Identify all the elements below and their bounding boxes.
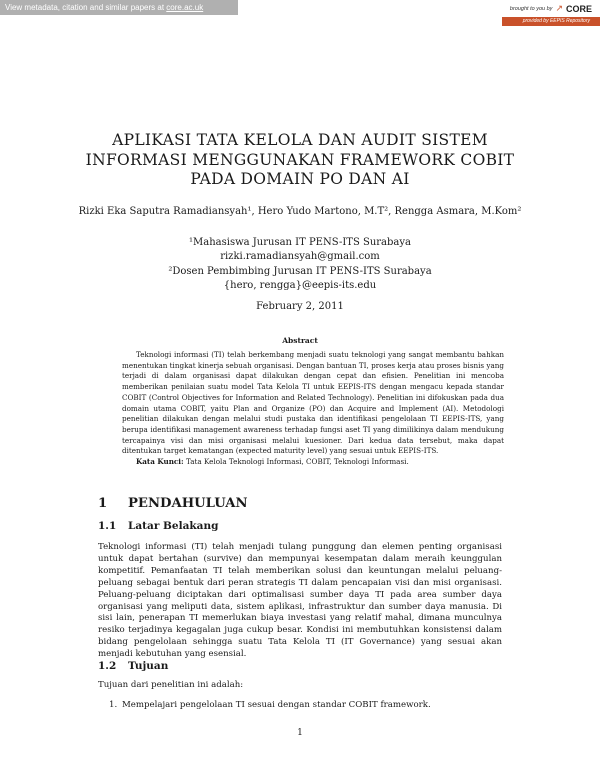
keywords-label: Kata Kunci: [136,457,184,467]
affiliation-line: ²Dosen Pembimbing Jurusan IT PENS-ITS Surabaya [168,265,432,277]
keywords-text: Tata Kelola Teknologi Informasi, COBIT, Teknologi Informasi. [185,457,409,467]
paper-date: February 2, 2011 [256,301,344,312]
section-title: PENDAHULUAN [128,496,248,511]
subsection-number: 1.1 [98,520,117,532]
list-text: Mempelajari pengelolaan TI sesuai dengan standar COBIT framework. [122,700,431,710]
objective-list [109,700,431,712]
subsection-title: Tujuan [128,660,169,672]
list-item [109,700,431,712]
title-line: APLIKASI TATA KELOLA DAN AUDIT SISTEM [112,131,488,149]
abstract [122,350,504,468]
section-number: 1 [98,496,108,511]
paper-title [0,131,600,190]
authors: Rizki Eka Saputra Ramadiansyah¹, Hero Yudo Martono, M.T², Rengga Asmara, M.Kom² [78,206,522,217]
core-metadata-bar [0,0,238,15]
title-line: PADA DOMAIN PO DAN AI [190,170,410,188]
subsection-heading [98,520,218,532]
list-index: 1. [109,700,118,710]
core-banner [0,0,600,26]
body-paragraph: Teknologi informasi (TI) telah menjadi tulang punggung dan elemen penting organisasi untuk dapat bertahan (survive) dan mempunyai kesempatan dalam meraih keunggulan kompetitif. Pemanfaatan TI telah memberikan solusi dan keuntungan melalui peluang- peluang sebagai bentuk dari peran strategis TI dalam pencapaian visi dan misi organisasi. Peluang-peluang diciptakan dari optimalisasi sumber daya TI pada area sumber daya organisasi yang meliputi data, sistem aplikasi, infrastruktur dan sumber daya manusia. Di sisi lain, penerapan TI memerlukan biaya investasi yang relatif mahal, dimana munculnya resiko terjadinya kegagalan juga cukup besar. Kondisi ini membutuhkan konsistensi dalam bidang pengelolaan sehingga suatu Tata Kelola TI (IT Governance) yang sesuai akan menjadi kebutuhan yang esensial. [98,542,502,660]
core-brought-by [510,3,592,14]
core-metadata-text: View metadata, citation and similar papers at [5,3,167,12]
subsection-heading [98,660,168,672]
core-logo[interactable]: CORE [565,3,592,14]
section-heading [98,496,248,511]
provided-by-bar [502,17,600,26]
core-logo-icon: ↗ [555,3,563,13]
affiliation-line: ¹Mahasiswa Jurusan IT PENS-ITS Surabaya [189,237,411,248]
brought-by-text: brought to you by [509,5,553,12]
abstract-text: Teknologi informasi (TI) telah berkembang menjadi suatu teknologi yang sangat membantu bahkan menentukan tingkat kinerja sebuah organisasi. Dengan bantuan TI, proses kerja atau proses bisnis yang terjadi di dalam organisasi dapat dilakukan dengan cepat dan efisien. Penelitian ini mencoba memberikan penilaian suatu model Tata Kelola TI untuk EEPIS-ITS dengan mengacu kepada standar COBIT (Control Objectives for Information and Related Technology). Penelitian ini difokuskan pada dua domain utama COBIT, yaitu Plan and Organize (PO) dan Acquire and Implement (AI). Metodologi penelitian dilakukan dengan melalui studi pustaka dan identifikasi pengelolaan TI EEPIS-ITS, yang berupa identifikasi management awareness terhadap fungsi aset TI yang dimilikinya dalam mendukung tercapainya visi dan misi organisasi melalui kuesioner. Dari kedua data tersebut, maka dapat ditentukan target kematangan (expected maturity level) yang sesuai untuk EEPIS-ITS. [122,350,504,456]
title-line: INFORMASI MENGGUNAKAN FRAMEWORK COBIT [85,150,515,169]
provided-by-text: provided by EEPIS Repository [522,18,590,24]
abstract-heading: Abstract [282,336,318,345]
affiliations [0,236,600,293]
affiliation-email: {hero, rengga}@eepis-its.edu [223,279,377,291]
core-link[interactable]: core.ac.uk [166,3,204,12]
affiliation-email: rizki.ramadiansyah@gmail.com [220,251,380,263]
keywords [122,457,504,468]
subsection-title: Latar Belakang [128,520,219,532]
body-paragraph: Tujuan dari penelitian ini adalah: [98,680,244,690]
page-number: 1 [297,728,303,738]
subsection-number: 1.2 [98,660,117,672]
